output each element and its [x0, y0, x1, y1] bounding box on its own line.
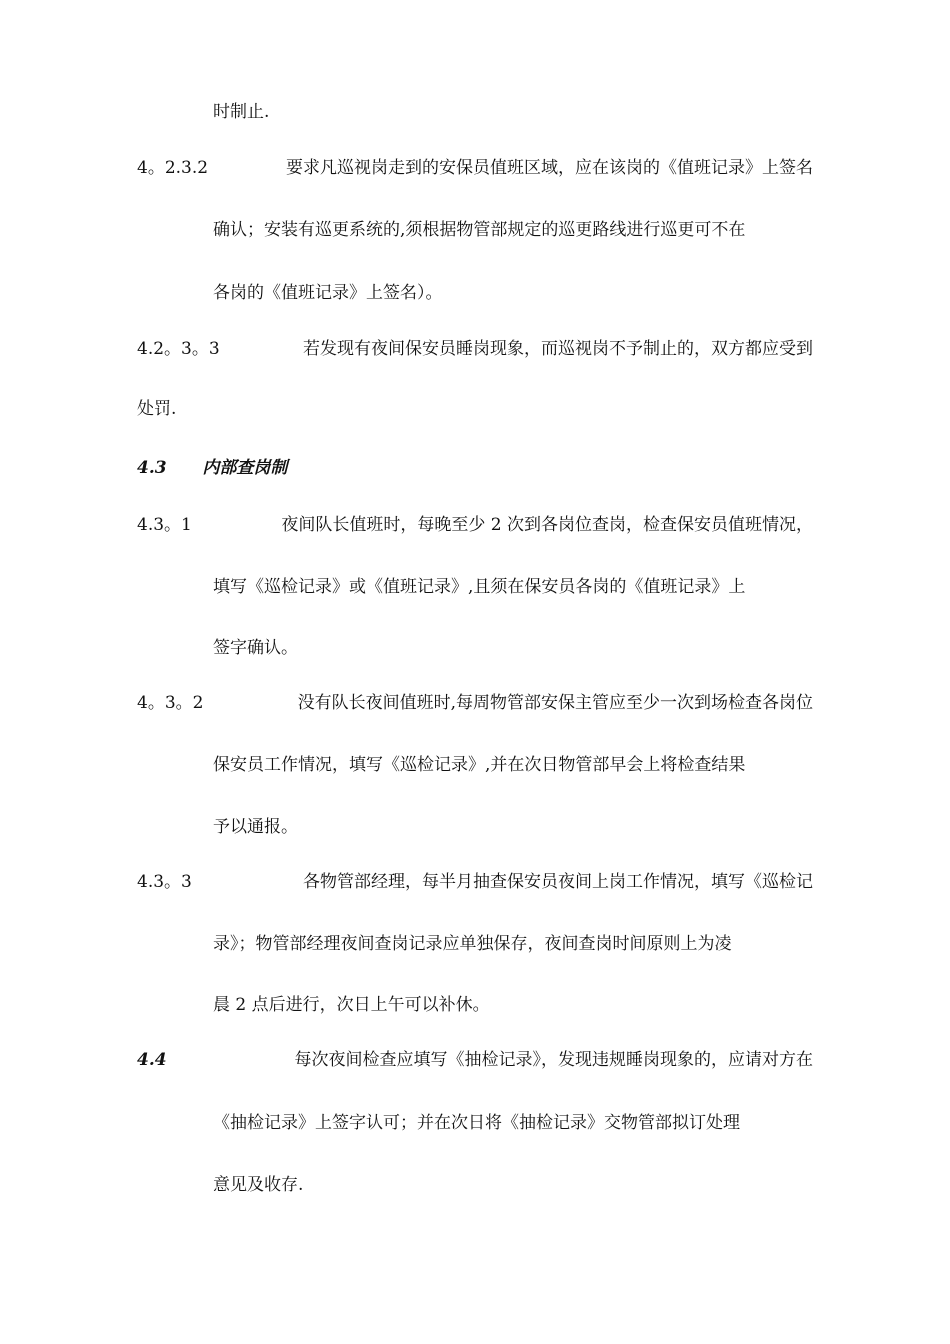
section-heading-4-3 [137, 457, 287, 479]
clause-number: 4.2。3。3 [137, 339, 220, 359]
paragraph-4-4-first-line [137, 1049, 813, 1071]
paragraph-4-2-3-3-first-line [137, 338, 813, 360]
paragraph-4-3-1-first-line [137, 514, 813, 536]
section-number: 4.3 [137, 458, 167, 478]
paragraph-line: 晨 2 点后进行，次日上午可以补休。 [213, 995, 490, 1015]
clause-text: 没有队长夜间值班时,每周物管部安保主管应至少一次到场检查各岗位 [297, 693, 813, 713]
paragraph-line: 填写《巡检记录》或《值班记录》,且须在保安员各岗的《值班记录》上 [213, 577, 746, 597]
clause-text: 夜间队长值班时，每晚至少 2 次到各岗位查岗，检查保安员值班情况， [281, 515, 813, 535]
clause-text: 要求凡巡视岗走到的安保员值班区域，应在该岗的《值班记录》上签名 [286, 158, 813, 178]
paragraph-line: 确认；安装有巡更系统的,须根据物管部规定的巡更路线进行巡更可不在 [213, 220, 746, 240]
paragraph-line: 意见及收存. [213, 1175, 304, 1195]
paragraph-continuation-line: 时制止. [213, 102, 270, 122]
paragraph-line: 保安员工作情况，填写《巡检记录》,并在次日物管部早会上将检查结果 [213, 755, 746, 775]
paragraph-line: 各岗的《值班记录》上签名）。 [213, 283, 443, 303]
section-title: 内部查岗制 [202, 458, 288, 478]
paragraph-4-2-3-2-first-line [137, 157, 813, 179]
paragraph-line: 录》；物管部经理夜间查岗记录应单独保存，夜间查岗时间原则上为凌 [213, 934, 732, 954]
clause-text: 每次夜间检查应填写《抽检记录》，发现违规睡岗现象的，应请对方在 [294, 1050, 813, 1070]
paragraph-line: 予以通报。 [213, 817, 298, 837]
clause-text: 若发现有夜间保安员睡岗现象，而巡视岗不予制止的，双方都应受到 [303, 339, 813, 359]
clause-number: 4.3。1 [137, 515, 192, 535]
clause-text: 各物管部经理，每半月抽查保安员夜间上岗工作情况，填写《巡检记 [303, 872, 813, 892]
paragraph-line: 《抽检记录》上签字认可；并在次日将《抽检记录》交物管部拟订处理 [213, 1113, 740, 1133]
paragraph-4-3-2-first-line [137, 692, 813, 714]
clause-number: 4。3。2 [137, 693, 204, 713]
paragraph-4-3-3-first-line [137, 871, 813, 893]
clause-number: 4.3。3 [137, 872, 192, 892]
clause-number: 4。2.3.2 [137, 158, 209, 178]
clause-number: 4.4 [137, 1050, 167, 1070]
paragraph-line: 处罚. [137, 399, 177, 419]
paragraph-line: 签字确认。 [213, 638, 298, 658]
